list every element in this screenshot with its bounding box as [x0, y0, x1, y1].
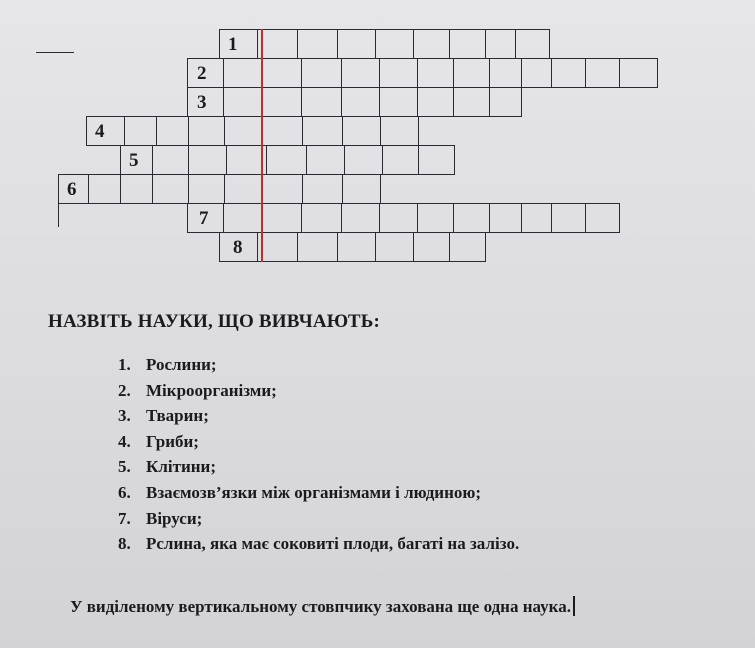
crossword-cell [375, 29, 414, 59]
clue-item: 2. Мікроорганізми; [118, 380, 277, 400]
crossword-cell [187, 203, 224, 233]
crossword-cell [337, 232, 376, 262]
crossword-cell [188, 174, 225, 204]
crossword-cell [188, 116, 225, 146]
crossword-cell [187, 58, 224, 88]
crossword-cell [302, 174, 343, 204]
crossword-cell [341, 203, 380, 233]
crossword-cell [585, 203, 620, 233]
crossword-cell [379, 203, 418, 233]
crossword-cell [449, 29, 486, 59]
clue-item: 4. Гриби; [118, 431, 199, 451]
crossword-cell [120, 174, 153, 204]
highlighted-column-line [261, 29, 263, 262]
crossword-cell [223, 58, 262, 88]
clue-number: 4 [95, 121, 105, 142]
crossword-cell [418, 145, 455, 175]
crossword-cell [453, 87, 490, 117]
crossword-cell [301, 203, 342, 233]
crossword-cell [341, 58, 380, 88]
clue-number: 8 [233, 237, 243, 258]
crossword-cell [337, 29, 376, 59]
crossword-cell [453, 203, 490, 233]
crossword-cell [380, 116, 419, 146]
crossword-cell [223, 87, 262, 117]
crossword-cell [417, 203, 454, 233]
crossword-cell [551, 203, 586, 233]
text-cursor [573, 596, 575, 616]
crossword-cell [585, 58, 620, 88]
crossword-cell [344, 145, 383, 175]
clue-item: 7. Віруси; [118, 508, 203, 528]
clue-number: 6 [67, 179, 77, 200]
crossword-cell [375, 232, 414, 262]
crossword-cell [342, 116, 381, 146]
crossword-cell [266, 145, 307, 175]
crossword-cell [521, 58, 552, 88]
crossword-grid [0, 0, 755, 270]
grid-line-fragment [58, 203, 188, 204]
crossword-cell [341, 87, 380, 117]
crossword-cell [521, 203, 552, 233]
crossword-cell [58, 174, 89, 204]
crossword-cell [342, 174, 381, 204]
crossword-cell [379, 58, 418, 88]
crossword-cell [382, 145, 419, 175]
crossword-cell [301, 87, 342, 117]
grid-line-fragment [58, 203, 59, 227]
clue-item: 8. Рслина, яка має соковиті плоди, багаті на залізо. [118, 534, 520, 554]
crossword-cell [619, 58, 658, 88]
crossword-cell [124, 116, 157, 146]
crossword-cell [306, 145, 345, 175]
crossword-cell [449, 232, 486, 262]
crossword-cell [223, 203, 262, 233]
clue-number: 2 [197, 63, 207, 84]
clue-number: 1 [228, 34, 238, 55]
crossword-cell [485, 29, 516, 59]
crossword-cell [301, 58, 342, 88]
crossword-cell [257, 29, 298, 59]
crossword-cell [219, 29, 258, 59]
clue-number: 3 [197, 92, 207, 113]
clue-item: 5. Клітини; [118, 457, 216, 477]
crossword-cell [152, 174, 189, 204]
hidden-word-note: У виділеному вертикальному стовпчику захована ще одна наука. [70, 596, 575, 617]
clue-number: 7 [199, 208, 209, 229]
clue-list [118, 352, 519, 557]
crossword-cell [551, 58, 586, 88]
crossword-cell [219, 232, 258, 262]
clue-number: 5 [129, 150, 139, 171]
crossword-cell [297, 29, 338, 59]
clue-item: 6. Взаємозв’язки між організмами і людиною; [118, 482, 482, 502]
crossword-cell [417, 58, 454, 88]
crossword-cell [413, 29, 450, 59]
crossword-cell [453, 58, 490, 88]
crossword-cell [257, 232, 298, 262]
crossword-cell [379, 87, 418, 117]
crossword-cell [261, 87, 302, 117]
clue-item: 1. Рослини; [118, 355, 217, 374]
crossword-cell [187, 87, 224, 117]
crossword-cell [224, 174, 263, 204]
crossword-cell [489, 203, 522, 233]
underline-mark [36, 52, 74, 53]
task-heading: НАЗВІТЬ НАУКИ, ЩО ВИВЧАЮТЬ: [48, 311, 381, 332]
crossword-cell [515, 29, 550, 59]
crossword-cell [262, 116, 303, 146]
crossword-cell [188, 145, 227, 175]
crossword-cell [224, 116, 263, 146]
crossword-cell [120, 145, 153, 175]
crossword-cell [156, 116, 189, 146]
crossword-cell [261, 203, 302, 233]
crossword-cell [152, 145, 189, 175]
crossword-cell [413, 232, 450, 262]
crossword-cell [261, 58, 302, 88]
crossword-cell [302, 116, 343, 146]
crossword-cell [262, 174, 303, 204]
crossword-cell [417, 87, 454, 117]
crossword-cell [86, 116, 125, 146]
crossword-cell [297, 232, 338, 262]
crossword-cell [489, 87, 522, 117]
crossword-cell [489, 58, 522, 88]
crossword-cell [88, 174, 121, 204]
clue-item: 3. Тварин; [118, 406, 209, 426]
